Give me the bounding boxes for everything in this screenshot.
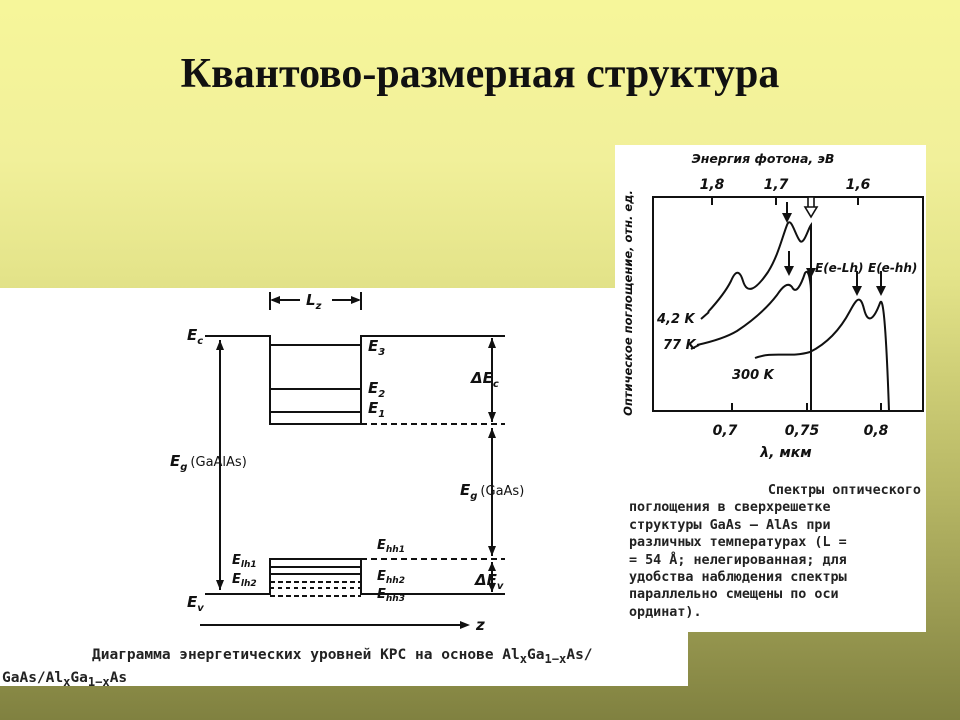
lz-arrowhead-left	[270, 296, 280, 304]
slide-title: Квантово-размерная структура	[180, 51, 780, 97]
energy-diagram	[0, 288, 688, 686]
ehh3-label: $E_{hh3}$	[377, 587, 405, 604]
top-tick-1,7: 1,7	[763, 177, 789, 193]
e1-label: $E_1$	[368, 399, 386, 420]
e3-label: $E_3$	[368, 337, 386, 358]
delta-ev-label: $\Delta E_v$	[475, 571, 504, 592]
left-caption: Диаграмма энергетических уровней КРС на основе $Al_xGa_{1-x}As/$ GaAs/$Al_xGa_{1-x}As$	[2, 647, 593, 689]
z-axis-label: z	[476, 616, 485, 634]
energy-diagram-panel	[0, 288, 688, 689]
curve-42k-label: 4,2 K	[657, 312, 695, 327]
peak-elh-label: E(e-Lh)	[815, 261, 864, 275]
hollow-arrow-head	[805, 207, 817, 217]
eg-outer-label: $E_g$ $^{(GaAlAs)}$	[170, 452, 247, 473]
bottom-tick-0,7: 0,7	[712, 423, 738, 439]
conduction-band-line	[205, 336, 505, 424]
top-tick-1,8: 1,8	[699, 177, 725, 193]
ec-label: $E_c$	[187, 326, 204, 347]
y-axis-label: Оптическое поглощение, отн. ед.	[621, 190, 635, 416]
spectra-caption: Спектры оптического поглощения в сверхрешетке структуры GaAs — AlAs при различных температурах (L = = 54 Å; нелегированная; для удобства наблюдения спектры параллельно смещены по оси ординат).	[629, 483, 921, 620]
ehh1-label: $E_{hh1}$	[377, 538, 405, 555]
ehh2-label: $E_{hh2}$	[377, 569, 405, 586]
curve-300k-label: 300 K	[732, 368, 774, 383]
spectra-panel	[615, 145, 926, 632]
curve-300K	[755, 300, 889, 411]
e2-label: $E_2$	[368, 379, 386, 400]
delta-ec-label: $\Delta E_c$	[471, 369, 499, 390]
ev-label: $E_v$	[187, 593, 204, 614]
bottom-tick-0,8: 0,8	[863, 423, 889, 439]
eg-inner-label: $E_g$ $^{(GaAs)}$	[460, 481, 525, 502]
lz-arrowhead-right	[351, 296, 361, 304]
peak-ehh-label: E(e-hh)	[868, 261, 918, 275]
top-tick-1,6: 1,6	[845, 177, 871, 193]
curve-77k-label: 77 K	[663, 338, 696, 353]
x-axis-label: λ, мкм	[760, 445, 812, 461]
elh2-label: $E_{lh2}$	[232, 572, 257, 589]
z-arrowhead	[460, 621, 470, 629]
label-pointer-4.2K	[701, 312, 709, 319]
bottom-tick-0,75: 0,75	[784, 423, 820, 439]
curve-77K	[697, 272, 811, 345]
lz-label: $L_z$	[306, 291, 322, 312]
top-axis-label: Энергия фотона, эВ	[691, 151, 835, 166]
elh1-label: $E_{lh1}$	[232, 553, 257, 570]
